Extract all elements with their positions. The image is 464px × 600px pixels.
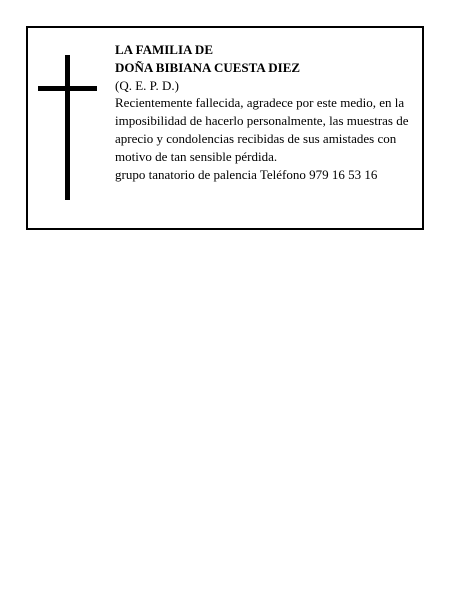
- cross-horizontal-bar: [38, 86, 97, 91]
- cross-icon: [38, 55, 98, 200]
- notice-heading-deceased-name: DOÑA BIBIANA CUESTA DIEZ: [115, 59, 301, 75]
- cross-vertical-bar: [65, 55, 70, 200]
- notice-contact: grupo tanatorio de palencia Teléfono 979 16 53 16: [115, 166, 378, 182]
- notice-text-block: [115, 41, 423, 183]
- obituary-notice: [26, 26, 424, 230]
- notice-heading-family: LA FAMILIA DE: [115, 42, 213, 57]
- notice-body: Recientemente fallecida, agradece por este medio, en la imposibilidad de hacerlo personalmente, las muestras de aprecio y condolencias recibidas de sus amistades con motivo de tan sensible pérdida.: [115, 95, 409, 164]
- notice-qepd: (Q. E. P. D.): [115, 77, 179, 93]
